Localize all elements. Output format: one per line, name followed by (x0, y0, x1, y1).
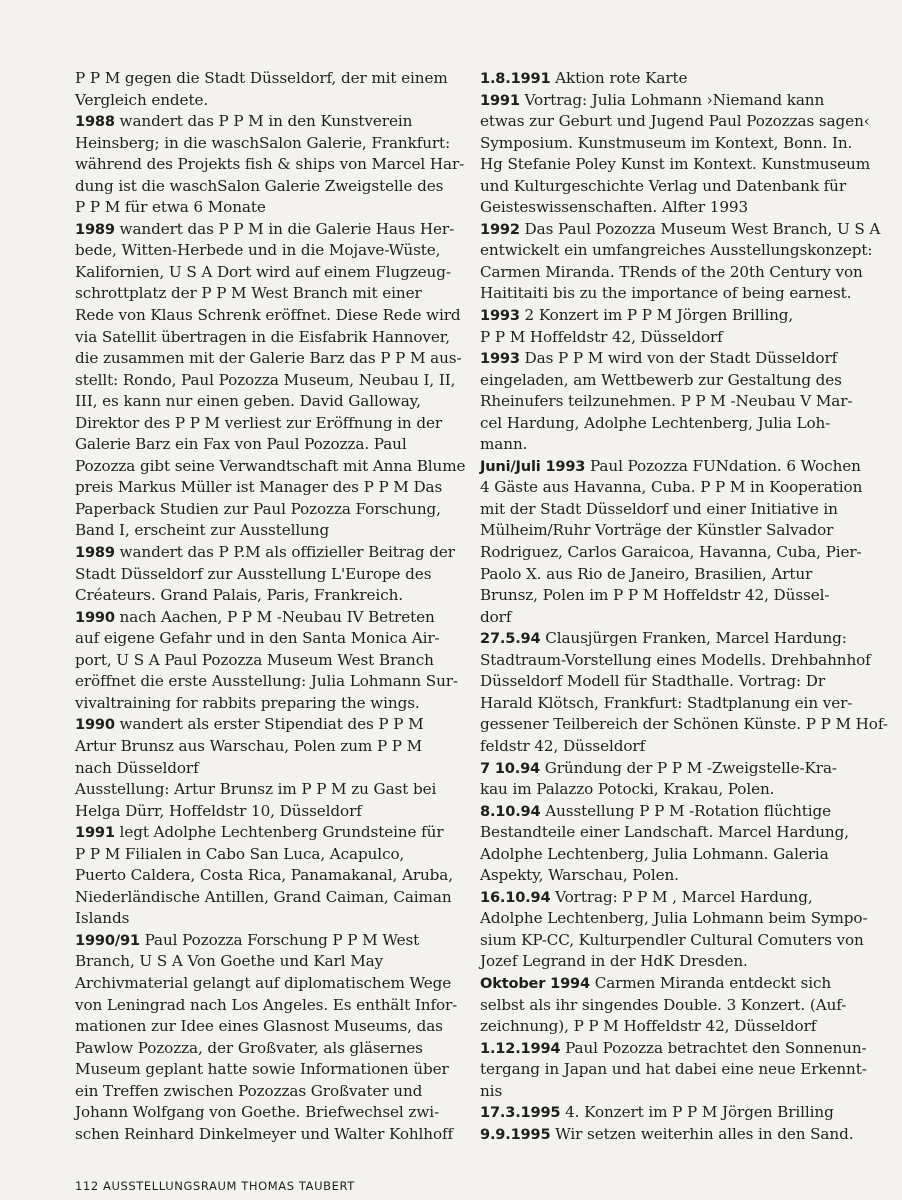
text-line: Rede von Klaus Schrenk eröffnet. Diese Rede wird (75, 306, 461, 325)
text-line: Oktober 1994 Carmen Miranda entdeckt sich (480, 973, 832, 992)
entry-date: 1990 (75, 716, 115, 734)
text-line: die zusammen mit der Galerie Barz das P P M aus- (75, 349, 462, 368)
text-line: 27.5.94 Clausjürgen Franken, Marcel Hardung: (480, 629, 847, 648)
text-line: Niederländische Antillen, Grand Caiman, Caiman (75, 887, 452, 906)
page-number: 112 (75, 1179, 99, 1193)
text-line: 1990 nach Aachen, P P M -Neubau IV Betreten (75, 607, 435, 626)
entry-date: 17.3.1995 (480, 1104, 561, 1122)
text-line: zeichnung), P P M Hoffeldstr 42, Düsseldorf (480, 1017, 817, 1036)
text-line: Ausstellung: Artur Brunsz im P P M zu Gast bei (75, 780, 437, 799)
entry-date: 16.10.94 (480, 888, 551, 906)
text-line: 1991 legt Adolphe Lechtenberg Grundsteine für (75, 823, 444, 842)
text-line: 1989 wandert das P P M in die Galerie Haus Her- (75, 219, 455, 238)
text-line: kau im Palazzo Potocki, Krakau, Polen. (480, 780, 775, 799)
text-line: Branch, U S A Von Goethe und Karl May (75, 952, 384, 971)
text-line: via Satellit übertragen in die Eisfabrik Hannover, (75, 327, 450, 346)
text-line: Band I, erscheint zur Ausstellung (75, 521, 330, 540)
text-line: Harald Klötsch, Frankfurt: Stadtplanung ein ver- (480, 693, 853, 712)
text-line: Archivmaterial gelangt auf diplomatischem Wege (75, 973, 452, 992)
text-line: Geisteswissenschaften. Alfter 1993 (480, 198, 749, 217)
text-line: auf eigene Gefahr und in den Santa Monica Air- (75, 629, 440, 648)
entry-date: 8.10.94 (480, 802, 541, 820)
text-line: 16.10.94 Vortrag: P P M , Marcel Hardung, (480, 887, 813, 906)
entry-date: 1993 (480, 350, 520, 368)
text-line: stellt: Rondo, Paul Pozozza Museum, Neubau I, II, (75, 370, 456, 389)
text-line: Brunsz, Polen im P P M Hoffeldstr 42, Düssel- (480, 586, 830, 605)
text-line: Paperback Studien zur Paul Pozozza Forschung, (75, 499, 441, 518)
text-line: 1.12.1994 Paul Pozozza betrachtet den Sonnenun- (480, 1038, 867, 1057)
text-line: Kalifornien, U S A Dort wird auf einem Flugzeug- (75, 262, 451, 281)
text-line: feldstr 42, Düsseldorf (480, 736, 646, 755)
text-line: Adolphe Lechtenberg, Julia Lohmann. Galeria (480, 844, 829, 863)
entry-date: Juni/Juli 1993 (480, 457, 586, 475)
text-line: Pozozza gibt seine Verwandtschaft mit Anna Blume (75, 456, 466, 475)
text-line: mann. (480, 435, 528, 454)
entry-date: 7 10.94 (480, 759, 540, 777)
text-line: port, U S A Paul Pozozza Museum West Branch (75, 650, 434, 669)
entry-date: 27.5.94 (480, 630, 541, 648)
entry-date: 1991 (480, 91, 520, 109)
text-line: P P M Filialen in Cabo San Luca, Acapulco, (75, 844, 405, 863)
text-line: III, es kann nur einen geben. David Galloway, (75, 392, 421, 411)
text-line: Direktor des P P M verliest zur Eröffnung in der (75, 413, 443, 432)
text-line: Adolphe Lechtenberg, Julia Lohmann beim Sympo- (480, 909, 868, 928)
text-line: preis Markus Müller ist Manager des P P M Das (75, 478, 443, 497)
text-line: selbst als ihr singendes Double. 3 Konzert. (Auf- (480, 995, 847, 1014)
text-line: Museum geplant hatte sowie Informationen über (75, 1060, 449, 1079)
text-line: P P M gegen die Stadt Düsseldorf, der mit einem (75, 69, 448, 87)
entry-date: 1991 (75, 824, 115, 842)
text-line: Johann Wolfgang von Goethe. Briefwechsel zwi- (75, 1103, 440, 1122)
text-line: Helga Dürr, Hoffeldstr 10, Düsseldorf (75, 801, 362, 820)
text-line: dorf (480, 607, 512, 626)
text-line: Mülheim/Ruhr Vorträge der Künstler Salvador (480, 521, 834, 540)
entry-date: 1.12.1994 (480, 1039, 561, 1057)
text-line: 1991 Vortrag: Julia Lohmann ›Niemand kann (480, 90, 825, 109)
left-text-column (75, 68, 466, 1145)
text-line: Juni/Juli 1993 Paul Pozozza FUNdation. 6 Wochen (480, 456, 861, 475)
text-line: schrottplatz der P P M West Branch mit einer (75, 284, 422, 303)
text-line: gessener Teilbereich der Schönen Künste. P P M Hof- (480, 715, 888, 734)
text-line: nach Düsseldorf (75, 758, 199, 777)
text-line: während des Projekts fish & ships von Marcel Har- (75, 155, 465, 174)
text-line: tergang in Japan und hat dabei eine neue Erkennt- (480, 1060, 867, 1079)
text-line: schen Reinhard Dinkelmeyer und Walter Kohlhoff (75, 1124, 454, 1143)
text-line: 8.10.94 Ausstellung P P M -Rotation flüchtige (480, 801, 832, 820)
entry-date: 1989 (75, 544, 115, 562)
text-line: 1988 wandert das P P M in den Kunstverein (75, 112, 413, 131)
entry-date: Oktober 1994 (480, 974, 590, 992)
right-text-column (480, 68, 888, 1145)
text-line: cel Hardung, Adolphe Lechtenberg, Julia Loh- (480, 413, 831, 432)
text-line: Carmen Miranda. TRends of the 20th Century von (480, 262, 863, 281)
entry-date: 1.8.1991 (480, 70, 551, 87)
text-line: 9.9.1995 Wir setzen weiterhin alles in den Sand. (480, 1124, 854, 1143)
text-line: entwickelt ein umfangreiches Ausstellungskonzept: (480, 241, 873, 260)
text-line: und Kulturgeschichte Verlag und Datenbank für (480, 176, 847, 195)
text-line: sium KP-CC, Kulturpendler Cultural Comuters von (480, 930, 864, 949)
text-line: bede, Witten-Herbede und in die Mojave-Wüste, (75, 241, 441, 260)
text-line: Galerie Barz ein Fax von Paul Pozozza. Paul (75, 435, 407, 454)
text-line: 1993 Das P P M wird von der Stadt Düsseldorf (480, 349, 838, 368)
text-line: Stadt Düsseldorf zur Ausstellung L'Europe des (75, 564, 432, 583)
text-line: 7 10.94 Gründung der P P M -Zweigstelle-Kra- (480, 758, 837, 777)
text-line: mit der Stadt Düsseldorf und einer Initiative in (480, 499, 838, 518)
text-line: 4 Gäste aus Havanna, Cuba. P P M in Kooperation (480, 478, 863, 497)
text-line: P P M Hoffeldstr 42, Düsseldorf (480, 327, 723, 346)
text-line: 1990 wandert als erster Stipendiat des P P M (75, 715, 424, 734)
text-line: etwas zur Geburt und Jugend Paul Pozozzas sagen‹ (480, 112, 870, 131)
entry-date: 9.9.1995 (480, 1125, 551, 1143)
text-line: vivaltraining for rabbits preparing the wings. (75, 693, 420, 712)
entry-date: 1990 (75, 608, 115, 626)
entry-date: 1992 (480, 220, 520, 238)
text-line: 1993 2 Konzert im P P M Jörgen Brilling, (480, 306, 794, 325)
text-line: Symposium. Kunstmuseum im Kontext, Bonn. In. (480, 133, 853, 152)
text-line: Paolo X. aus Rio de Janeiro, Brasilien, Artur (480, 564, 813, 583)
text-line: Vergleich endete. (75, 90, 209, 109)
text-line: Rheinufers teilzunehmen. P P M -Neubau V Mar- (480, 392, 853, 411)
text-line: eingeladen, am Wettbewerb zur Gestaltung des (480, 370, 842, 389)
entry-date: 1988 (75, 113, 115, 131)
text-line: dung ist die waschSalon Galerie Zweigstelle des (75, 176, 444, 195)
text-line: 1992 Das Paul Pozozza Museum West Branch, U S A (480, 219, 881, 238)
text-line: Hg Stefanie Poley Kunst im Kontext. Kunstmuseum (480, 155, 871, 174)
text-line: eröffnet die erste Ausstellung: Julia Lohmann Sur- (75, 672, 458, 691)
text-line: Bestandteile einer Landschaft. Marcel Hardung, (480, 823, 849, 842)
text-line: nis (480, 1081, 503, 1100)
text-line: 1.8.1991 Aktion rote Karte (480, 69, 688, 87)
text-line: Düsseldorf Modell für Stadthalle. Vortrag: Dr (480, 672, 825, 691)
text-line: von Leningrad nach Los Angeles. Es enthält Infor- (75, 995, 458, 1014)
text-line: Aspekty, Warschau, Polen. (480, 866, 679, 885)
text-line: Islands (75, 909, 130, 928)
running-title: AUSSTELLUNGSRAUM THOMAS TAUBERT (103, 1179, 355, 1193)
page-footer (75, 1179, 355, 1193)
text-line: Heinsberg; in die waschSalon Galerie, Frankfurt: (75, 133, 451, 152)
entry-date: 1990/91 (75, 931, 140, 949)
text-line: Artur Brunsz aus Warschau, Polen zum P P M (75, 736, 423, 755)
entry-date: 1993 (480, 307, 520, 325)
entry-date: 1989 (75, 220, 115, 238)
text-line: Haititaiti bis zu the importance of being earnest. (480, 284, 852, 303)
text-line: mationen zur Idee eines Glasnost Museums, das (75, 1017, 443, 1036)
text-line: P P M für etwa 6 Monate (75, 198, 266, 217)
text-line: Stadtraum-Vorstellung eines Modells. Drehbahnhof (480, 650, 871, 669)
text-line: Créateurs. Grand Palais, Paris, Frankreich. (75, 586, 404, 605)
text-line: Jozef Legrand in der HdK Dresden. (480, 952, 748, 971)
text-line: ein Treffen zwischen Pozozzas Großvater und (75, 1081, 423, 1100)
text-line: 1990/91 Paul Pozozza Forschung P P M West (75, 930, 420, 949)
text-line: Rodriguez, Carlos Garaicoa, Havanna, Cuba, Pier- (480, 543, 862, 562)
text-line: 17.3.1995 4. Konzert im P P M Jörgen Brilling (480, 1103, 834, 1122)
text-line: Puerto Caldera, Costa Rica, Panamakanal, Aruba, (75, 866, 453, 885)
text-line: 1989 wandert das P P.M als offizieller Beitrag der (75, 543, 455, 562)
text-line: Pawlow Pozozza, der Großvater, als gläsernes (75, 1038, 423, 1057)
